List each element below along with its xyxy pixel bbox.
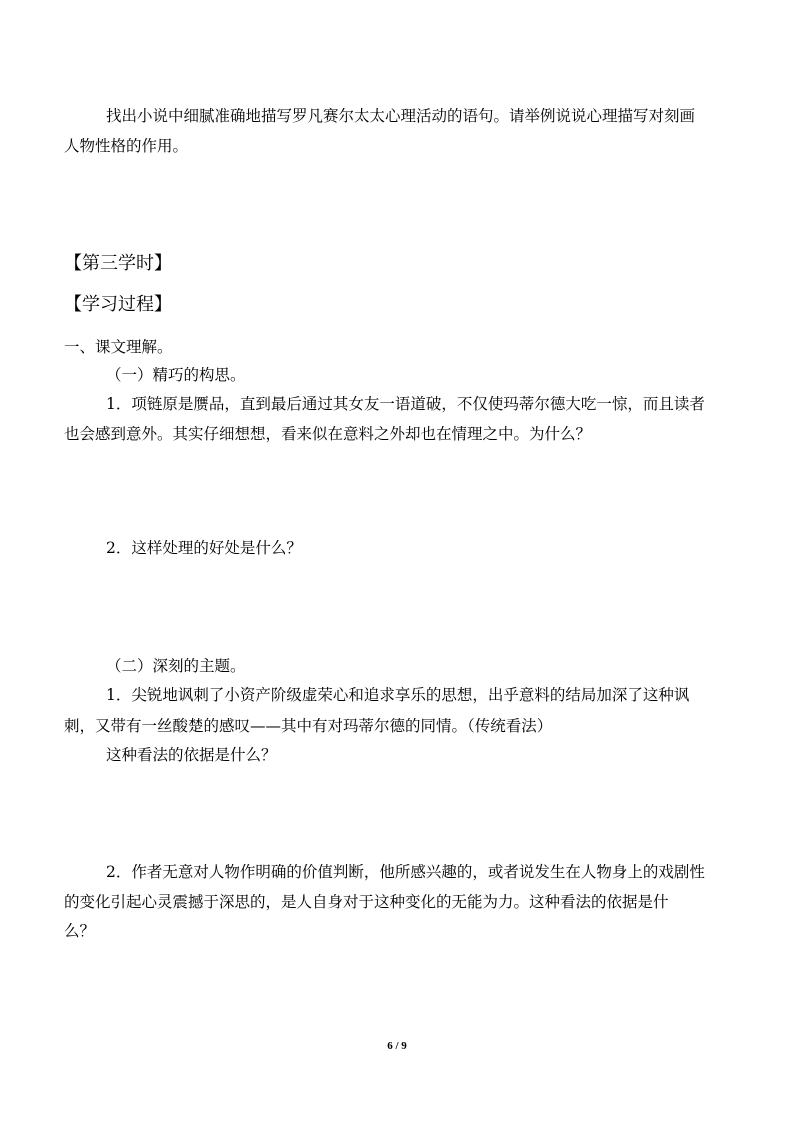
sub-two-q2-line-1: 2．作者无意对人物作明确的价值判断，他所感兴趣的，或者说发生在人物身上的戏剧性 [106,863,705,881]
section-heading: 【第三学时】 [64,253,172,274]
sub-one-q1-line-2: 也会感到意外。其实仔细想想，看来似在意料之外却也在情理之中。为什么？ [64,425,592,443]
sub-two-q1-line-2: 刺，又带有一丝酸楚的感叹——其中有对玛蒂尔德的同情。（传统看法） [64,717,553,735]
sub-two-q2-line-2: 的变化引起心灵震撼于深思的，是人自身对于这种变化的无能为力。这种看法的依据是什 [64,893,669,911]
part-one-title: 一、课文理解。 [64,338,173,356]
process-heading: 【学习过程】 [64,294,172,315]
intro-question-line-2: 人物性格的作用。 [64,137,189,155]
sub-two-q1-line-1: 1．尖锐地讽刺了小资产阶级虚荣心和追求享乐的思想，出乎意料的结局加深了这种讽 [106,686,690,704]
sub-two-title: （二）深刻的主题。 [106,657,246,675]
sub-two-q2-line-3: 么？ [64,922,96,940]
sub-two-q1-followup: 这种看法的依据是什么？ [106,746,277,764]
sub-one-q2: 2．这样处理的好处是什么？ [106,539,302,557]
page-number: 6 / 9 [387,1040,407,1052]
sub-one-q1-line-1: 1．项链原是赝品，直到最后通过其女友一语道破，不仅使玛蒂尔德大吃一惊，而且读者 [106,395,705,413]
sub-one-title: （一）精巧的构思。 [106,366,246,384]
intro-question-line-1: 找出小说中细腻准确地描写罗凡赛尔太太心理活动的语句。请举例说说心理描写对刻画 [106,107,696,125]
